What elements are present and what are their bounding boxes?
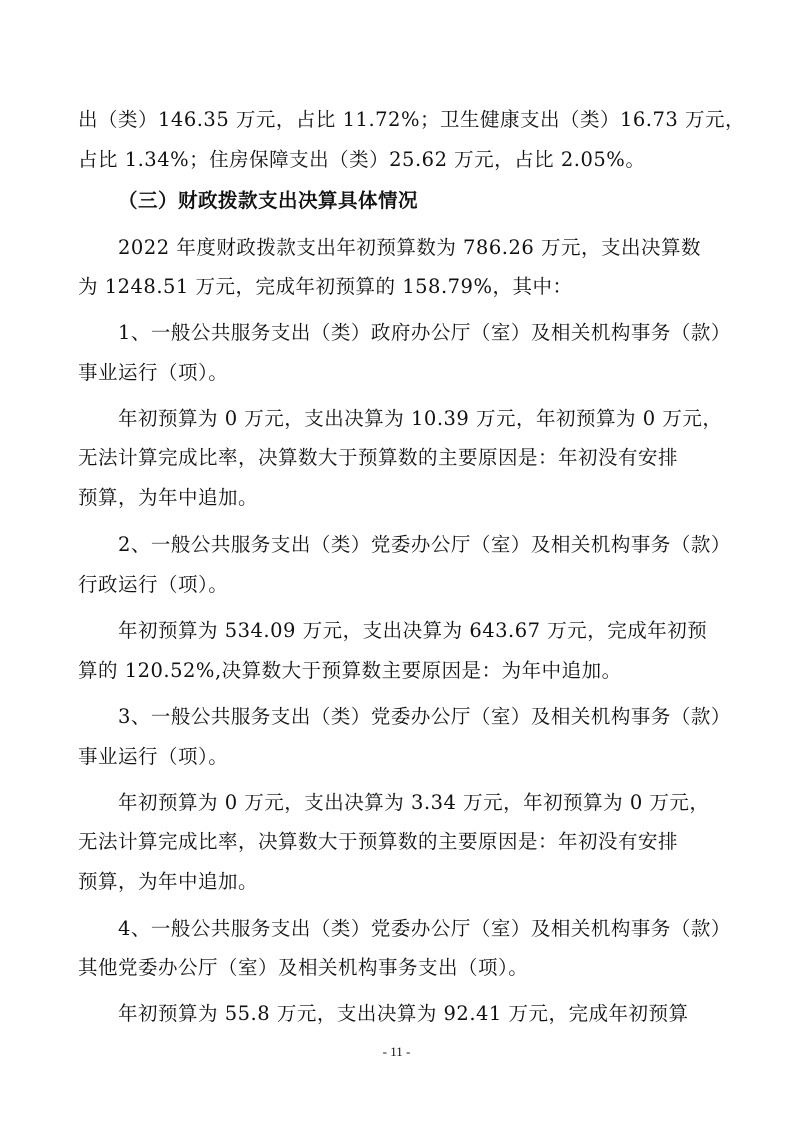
paragraph-line: 出（类）146.35 万元，占比 11.72%；卫生健康支出（类）16.73 万元， bbox=[78, 108, 746, 131]
paragraph-line: 无法计算完成比率，决算数大于预算数的主要原因是：年初没有安排 bbox=[78, 830, 679, 853]
paragraph-line: 事业运行（项）。 bbox=[78, 745, 229, 768]
paragraph-line: 年初预算为 55.8 万元，支出决算为 92.41 万元，完成年初预算 bbox=[118, 1002, 689, 1025]
section-heading: （三）财政拨款支出决算具体情况 bbox=[118, 189, 419, 212]
paragraph-line: 年初预算为 0 万元，支出决算为 3.34 万元，年初预算为 0 万元， bbox=[118, 791, 710, 814]
paragraph-line: 4、一般公共服务支出（类）党委办公厅（室）及相关机构事务（款） bbox=[118, 917, 731, 940]
paragraph-line: 2、一般公共服务支出（类）党委办公厅（室）及相关机构事务（款） bbox=[118, 533, 731, 556]
paragraph-line: 算的 120.52%,决算数大于预算数主要原因是：为年中追加。 bbox=[78, 659, 622, 682]
paragraph-line: 3、一般公共服务支出（类）党委办公厅（室）及相关机构事务（款） bbox=[118, 705, 731, 728]
paragraph-line: 预算，为年中追加。 bbox=[78, 870, 259, 893]
paragraph-line: 2022 年度财政拨款支出年初预算数为 786.26 万元，支出决算数 bbox=[118, 236, 701, 259]
page-number: - 11 - bbox=[382, 1044, 411, 1059]
paragraph-line: 预算，为年中追加。 bbox=[78, 486, 259, 509]
paragraph-line: 1、一般公共服务支出（类）政府办公厅（室）及相关机构事务（款） bbox=[118, 321, 731, 344]
paragraph-line: 行政运行（项）。 bbox=[78, 573, 229, 596]
paragraph-line: 事业运行（项）。 bbox=[78, 361, 229, 384]
paragraph-line: 年初预算为 0 万元，支出决算为 10.39 万元，年初预算为 0 万元， bbox=[118, 407, 723, 430]
paragraph-line: 占比 1.34%；住房保障支出（类）25.62 万元，占比 2.05%。 bbox=[78, 148, 646, 171]
paragraph-line: 无法计算完成比率，决算数大于预算数的主要原因是：年初没有安排 bbox=[78, 446, 679, 469]
paragraph-line: 年初预算为 534.09 万元，支出决算为 643.67 万元，完成年初预 bbox=[118, 619, 708, 642]
paragraph-line: 其他党委办公厅（室）及相关机构事务支出（项）。 bbox=[78, 956, 529, 979]
paragraph-line: 为 1248.51 万元，完成年初预算的 158.79%，其中： bbox=[78, 275, 573, 298]
